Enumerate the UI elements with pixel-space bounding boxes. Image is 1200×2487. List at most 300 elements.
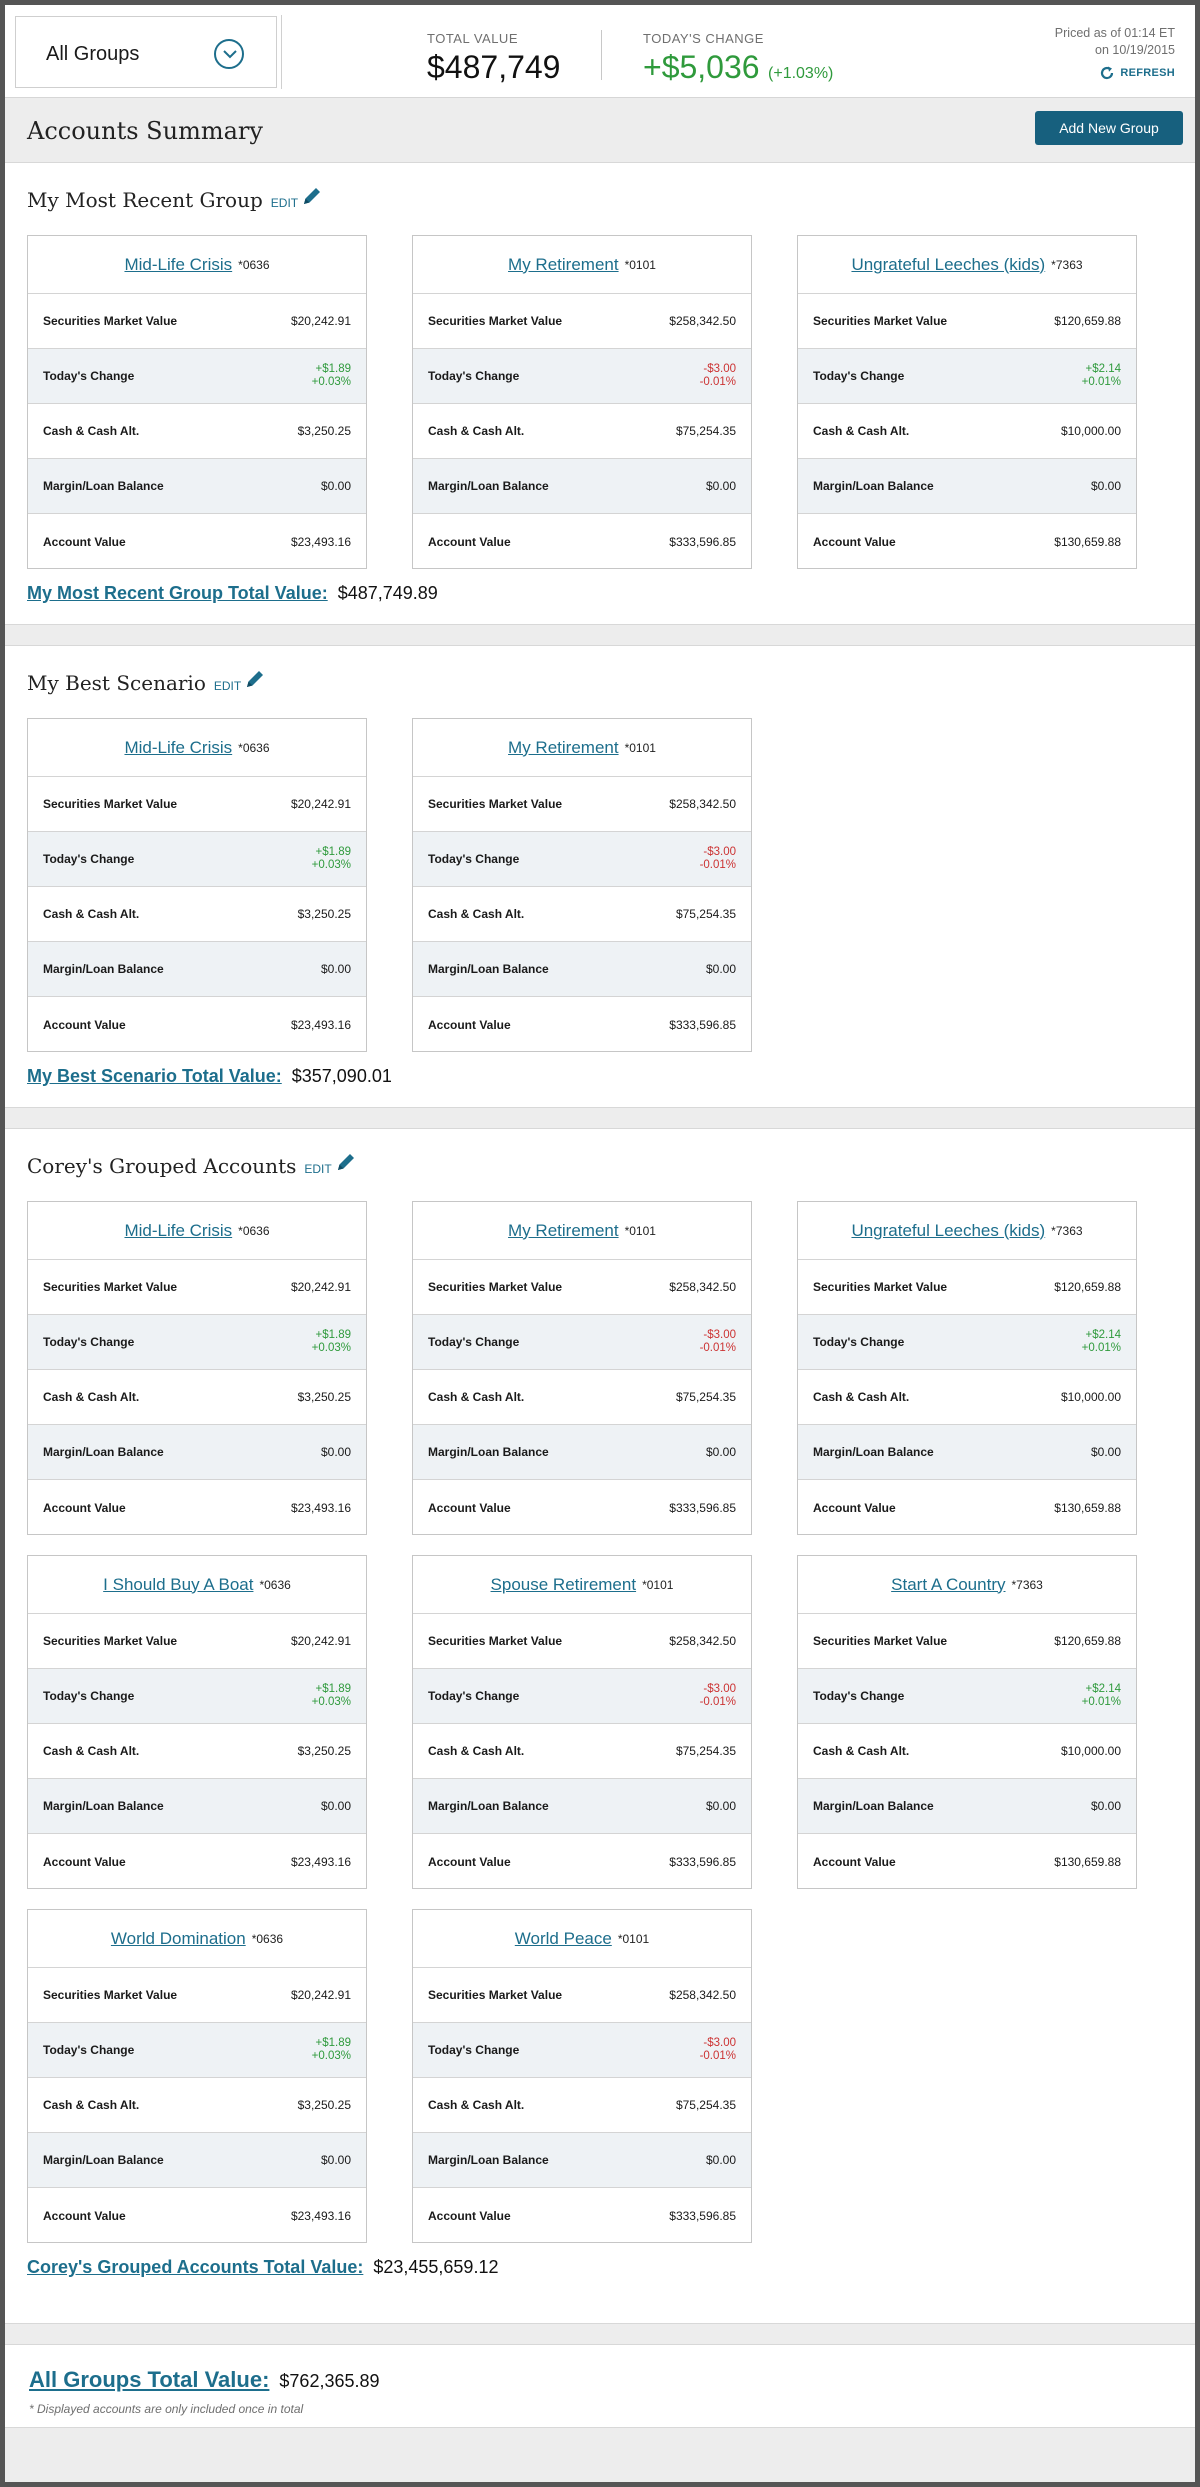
account-card: [412, 1555, 752, 1889]
row-label: Cash & Cash Alt.: [43, 1390, 140, 1404]
account-name-link[interactable]: Ungrateful Leeches (kids): [851, 1220, 1046, 1240]
row-label: Margin/Loan Balance: [43, 1799, 164, 1813]
row-label: Today's Change: [428, 1335, 520, 1349]
all-groups-total-value: $762,365.89: [279, 2371, 380, 2391]
page-title: Accounts Summary: [27, 117, 263, 145]
row-label: Margin/Loan Balance: [813, 1445, 934, 1459]
account-card-header: [798, 236, 1136, 294]
margin-value: $0.00: [1090, 479, 1121, 493]
change-percent: +0.03%: [311, 376, 351, 388]
row-label: Today's Change: [428, 852, 520, 866]
account-name-link[interactable]: Mid-Life Crisis: [124, 254, 233, 274]
group-total: [27, 1066, 392, 1087]
margin-value: $0.00: [320, 962, 351, 976]
account-name-link[interactable]: My Retirement: [508, 737, 619, 757]
account-row-change: [413, 1669, 751, 1724]
account-row-account: [413, 997, 751, 1052]
group-title: [27, 1153, 357, 1178]
account-value: $23,493.16: [290, 534, 351, 549]
account-row-cash: [28, 404, 366, 459]
row-label: Account Value: [428, 1500, 511, 1515]
account-number: *0101: [624, 257, 656, 272]
account-row-account: [413, 514, 751, 569]
margin-value: $0.00: [705, 1799, 736, 1813]
account-row-cash: [413, 887, 751, 942]
account-card: [797, 1201, 1137, 1535]
account-row-change: [28, 1315, 366, 1370]
group-title: [27, 187, 323, 212]
cash-value: $10,000.00: [1060, 1390, 1121, 1404]
group-total-link[interactable]: My Best Scenario Total Value:: [27, 1066, 282, 1086]
account-number: *0636: [238, 1223, 270, 1238]
account-row-cash: [28, 2078, 366, 2133]
change-amount: -$3.00: [703, 363, 736, 375]
change-amount: +$1.89: [315, 1683, 351, 1695]
row-label: Account Value: [43, 2208, 126, 2223]
account-card: [797, 235, 1137, 569]
account-row-change: [798, 1315, 1136, 1370]
account-number: *0636: [259, 1577, 291, 1592]
row-label: Margin/Loan Balance: [43, 1445, 164, 1459]
account-row-cash: [413, 1724, 751, 1779]
row-label: Account Value: [43, 534, 126, 549]
margin-value: $0.00: [1090, 1445, 1121, 1459]
account-row-change: [798, 349, 1136, 404]
row-label: Today's Change: [813, 1689, 905, 1703]
row-label: Margin/Loan Balance: [428, 1445, 549, 1459]
account-row-securities: [413, 777, 751, 832]
row-label: Account Value: [428, 1854, 511, 1869]
account-name-link[interactable]: My Retirement: [508, 1220, 619, 1240]
account-row-margin: [798, 1425, 1136, 1480]
account-card: [27, 718, 367, 1052]
todays-change-value: [312, 1683, 351, 1709]
account-value: $333,596.85: [669, 2208, 736, 2223]
change-percent: +0.03%: [311, 1342, 351, 1354]
account-number: *0101: [642, 1577, 674, 1592]
change-amount: -$3.00: [703, 846, 736, 858]
todays-change-caption: TODAY'S CHANGE: [643, 31, 764, 46]
row-label: Cash & Cash Alt.: [813, 1390, 910, 1404]
margin-value: $0.00: [705, 2153, 736, 2167]
margin-value: $0.00: [320, 479, 351, 493]
row-label: Securities Market Value: [43, 1634, 178, 1648]
account-row-securities: [28, 294, 366, 349]
change-amount: +$1.89: [315, 363, 351, 375]
change-percent: -0.01%: [699, 859, 736, 871]
account-group: [5, 162, 1195, 625]
row-label: Today's Change: [428, 369, 520, 383]
account-card: [412, 718, 752, 1052]
todays-change-amount: +$5,036: [643, 49, 760, 85]
account-name-link[interactable]: World Domination: [110, 1928, 246, 1948]
account-row-margin: [28, 459, 366, 514]
account-row-margin: [798, 459, 1136, 514]
pencil-icon[interactable]: [301, 185, 323, 212]
row-label: Securities Market Value: [428, 797, 563, 811]
row-label: Margin/Loan Balance: [813, 479, 934, 493]
account-row-cash: [28, 887, 366, 942]
todays-change-value: [700, 2037, 736, 2063]
account-row-margin: [413, 1425, 751, 1480]
row-label: Account Value: [813, 534, 896, 549]
account-card: [27, 1909, 367, 2243]
account-value: $23,493.16: [290, 2208, 351, 2223]
refresh-link[interactable]: [1099, 65, 1175, 81]
account-row-account: [798, 1834, 1136, 1889]
chevron-down-icon[interactable]: [214, 39, 244, 69]
account-row-change: [413, 2023, 751, 2078]
account-name-link[interactable]: Start A Country: [891, 1574, 1006, 1594]
account-row-change: [28, 2023, 366, 2078]
account-number: *7363: [1051, 257, 1083, 272]
group-name: My Best Scenario: [27, 670, 206, 695]
cash-value: $75,254.35: [675, 2098, 736, 2112]
change-percent: -0.01%: [699, 1696, 736, 1708]
account-row-account: [28, 2188, 366, 2243]
todays-change-value: [312, 2037, 351, 2063]
edit-group-link[interactable]: EDIT: [213, 678, 242, 693]
account-card-header: [798, 1202, 1136, 1260]
row-label: Securities Market Value: [813, 1280, 948, 1294]
account-number: *7363: [1051, 1223, 1083, 1238]
account-row-margin: [798, 1779, 1136, 1834]
account-card-header: [413, 1910, 751, 1968]
top-summary-bar: [5, 5, 1195, 98]
account-row-cash: [798, 1724, 1136, 1779]
account-row-change: [413, 832, 751, 887]
account-number: *0636: [238, 740, 270, 755]
account-row-cash: [413, 2078, 751, 2133]
account-row-change: [413, 1315, 751, 1370]
todays-change-value: [700, 1329, 736, 1355]
account-row-securities: [28, 777, 366, 832]
margin-value: $0.00: [320, 1799, 351, 1813]
row-label: Cash & Cash Alt.: [813, 424, 910, 438]
account-row-account: [413, 2188, 751, 2243]
row-label: Margin/Loan Balance: [43, 2153, 164, 2167]
account-card-header: [28, 1910, 366, 1968]
account-card-header: [28, 1202, 366, 1260]
todays-change-value: [700, 1683, 736, 1709]
securities-value: $20,242.91: [290, 797, 351, 811]
row-label: Account Value: [428, 2208, 511, 2223]
group-total-value: $357,090.01: [291, 1066, 392, 1086]
row-label: Account Value: [428, 1017, 511, 1032]
account-card-header: [28, 236, 366, 294]
row-label: Securities Market Value: [43, 314, 178, 328]
account-row-account: [28, 514, 366, 569]
change-amount: -$3.00: [703, 1329, 736, 1341]
account-row-account: [28, 1834, 366, 1889]
divider: [281, 15, 282, 89]
margin-value: $0.00: [705, 1445, 736, 1459]
account-row-change: [28, 349, 366, 404]
account-row-margin: [413, 1779, 751, 1834]
account-row-change: [413, 349, 751, 404]
account-row-securities: [413, 1968, 751, 2023]
row-label: Account Value: [813, 1500, 896, 1515]
all-groups-total-link[interactable]: All Groups Total Value:: [29, 2367, 270, 2392]
account-value: $333,596.85: [669, 534, 736, 549]
account-value: $130,659.88: [1054, 1500, 1121, 1515]
account-card: [412, 1909, 752, 2243]
row-label: Today's Change: [813, 369, 905, 383]
account-name-link[interactable]: World Peace: [514, 1928, 612, 1948]
row-label: Cash & Cash Alt.: [43, 1744, 140, 1758]
todays-change-summary: [643, 31, 833, 86]
cash-value: $3,250.25: [297, 907, 351, 921]
account-row-account: [798, 514, 1136, 569]
cash-value: $75,254.35: [675, 1390, 736, 1404]
securities-value: $120,659.88: [1054, 1280, 1121, 1294]
priced-as-timestamp: [1055, 25, 1175, 59]
account-row-account: [28, 1480, 366, 1535]
account-row-margin: [28, 1425, 366, 1480]
cash-value: $3,250.25: [297, 424, 351, 438]
account-group: [5, 645, 1195, 1108]
account-row-cash: [798, 404, 1136, 459]
refresh-label: REFRESH: [1120, 67, 1175, 79]
row-label: Account Value: [813, 1854, 896, 1869]
account-name-link[interactable]: My Retirement: [508, 254, 619, 274]
row-label: Margin/Loan Balance: [428, 962, 549, 976]
change-percent: +0.03%: [311, 2050, 351, 2062]
todays-change-value: [1082, 1683, 1121, 1709]
row-label: Today's Change: [43, 1689, 135, 1703]
securities-value: $20,242.91: [290, 1634, 351, 1648]
todays-change-value: [1082, 363, 1121, 389]
total-value-amount: $487,749: [427, 49, 561, 85]
row-label: Cash & Cash Alt.: [428, 2098, 525, 2112]
todays-change-value: [700, 846, 736, 872]
securities-value: $258,342.50: [669, 1634, 736, 1648]
account-value: $130,659.88: [1054, 534, 1121, 549]
row-label: Today's Change: [43, 2043, 135, 2057]
cash-value: $75,254.35: [675, 1744, 736, 1758]
row-label: Account Value: [43, 1500, 126, 1515]
account-value: $130,659.88: [1054, 1854, 1121, 1869]
change-percent: -0.01%: [699, 1342, 736, 1354]
todays-change-percent: (+1.03%): [768, 65, 834, 82]
account-row-change: [798, 1669, 1136, 1724]
row-label: Account Value: [43, 1017, 126, 1032]
all-groups-total: [5, 2344, 1195, 2428]
account-row-cash: [413, 1370, 751, 1425]
row-label: Securities Market Value: [43, 1988, 178, 2002]
account-card-header: [413, 1202, 751, 1260]
account-card-header: [413, 1556, 751, 1614]
cash-value: $10,000.00: [1060, 1744, 1121, 1758]
row-label: Cash & Cash Alt.: [428, 424, 525, 438]
account-row-securities: [798, 294, 1136, 349]
account-value: $23,493.16: [290, 1500, 351, 1515]
account-name-link[interactable]: I Should Buy A Boat: [103, 1574, 254, 1594]
securities-value: $120,659.88: [1054, 314, 1121, 328]
change-percent: +0.03%: [311, 859, 351, 871]
divider: [601, 30, 602, 80]
account-card: [412, 235, 752, 569]
account-card-header: [413, 719, 751, 777]
change-amount: +$1.89: [315, 1329, 351, 1341]
account-row-change: [28, 832, 366, 887]
account-group: [5, 1128, 1195, 2324]
cash-value: $10,000.00: [1060, 424, 1121, 438]
pencil-icon[interactable]: [244, 668, 266, 695]
row-label: Today's Change: [428, 2043, 520, 2057]
account-row-account: [28, 997, 366, 1052]
account-row-margin: [28, 2133, 366, 2188]
group-total-value: $487,749.89: [337, 583, 438, 603]
row-label: Cash & Cash Alt.: [428, 907, 525, 921]
account-row-account: [413, 1480, 751, 1535]
margin-value: $0.00: [320, 2153, 351, 2167]
margin-value: $0.00: [320, 1445, 351, 1459]
row-label: Cash & Cash Alt.: [428, 1390, 525, 1404]
row-label: Cash & Cash Alt.: [43, 2098, 140, 2112]
account-card: [27, 1201, 367, 1535]
account-row-securities: [413, 294, 751, 349]
account-card: [27, 235, 367, 569]
group-name: Corey's Grouped Accounts: [27, 1153, 297, 1178]
account-number: *0101: [624, 740, 656, 755]
account-name-link[interactable]: Mid-Life Crisis: [124, 1220, 233, 1240]
row-label: Securities Market Value: [428, 1988, 563, 2002]
row-label: Cash & Cash Alt.: [428, 1744, 525, 1758]
row-label: Today's Change: [43, 852, 135, 866]
change-amount: +$2.14: [1085, 363, 1121, 375]
group-select-dropdown[interactable]: [15, 16, 277, 88]
margin-value: $0.00: [1090, 1799, 1121, 1813]
row-label: Margin/Loan Balance: [428, 2153, 549, 2167]
todays-change-value: [1082, 1329, 1121, 1355]
row-label: Margin/Loan Balance: [428, 1799, 549, 1813]
row-label: Today's Change: [43, 369, 135, 383]
change-amount: -$3.00: [703, 1683, 736, 1695]
row-label: Cash & Cash Alt.: [43, 907, 140, 921]
account-number: *0636: [238, 257, 270, 272]
margin-value: $0.00: [705, 479, 736, 493]
account-value: $23,493.16: [290, 1854, 351, 1869]
change-percent: +0.01%: [1081, 376, 1121, 388]
account-row-account: [798, 1480, 1136, 1535]
account-row-securities: [413, 1614, 751, 1669]
edit-group-link[interactable]: EDIT: [304, 1161, 332, 1176]
account-row-margin: [413, 2133, 751, 2188]
change-amount: +$2.14: [1085, 1329, 1121, 1341]
row-label: Securities Market Value: [428, 314, 563, 328]
change-amount: +$1.89: [315, 846, 351, 858]
account-row-securities: [798, 1614, 1136, 1669]
account-value: $333,596.85: [669, 1500, 736, 1515]
securities-value: $258,342.50: [669, 797, 736, 811]
change-percent: +0.01%: [1081, 1342, 1121, 1354]
row-label: Cash & Cash Alt.: [813, 1744, 910, 1758]
securities-value: $258,342.50: [669, 1280, 736, 1294]
todays-change-value: [312, 1329, 351, 1355]
group-total: [27, 583, 438, 604]
account-card-header: [28, 1556, 366, 1614]
group-total-link[interactable]: My Most Recent Group Total Value:: [27, 583, 328, 603]
change-percent: -0.01%: [699, 2050, 736, 2062]
cash-value: $75,254.35: [675, 907, 736, 921]
account-row-securities: [28, 1968, 366, 2023]
group-total: [27, 2257, 498, 2278]
row-label: Account Value: [43, 1854, 126, 1869]
priced-as-line: Priced as of 01:14 ET: [1054, 26, 1175, 40]
change-amount: -$3.00: [703, 2037, 736, 2049]
securities-value: $20,242.91: [290, 1988, 351, 2002]
pencil-icon[interactable]: [335, 1151, 357, 1178]
account-row-cash: [28, 1724, 366, 1779]
row-label: Securities Market Value: [813, 314, 948, 328]
account-card: [412, 1201, 752, 1535]
edit-group-link[interactable]: EDIT: [270, 195, 299, 210]
todays-change-value: [312, 363, 351, 389]
account-card: [27, 1555, 367, 1889]
account-name-link[interactable]: Spouse Retirement: [490, 1574, 637, 1594]
account-number: *0101: [617, 1931, 650, 1946]
account-card-header: [798, 1556, 1136, 1614]
priced-as-date: on 10/19/2015: [1095, 43, 1175, 57]
change-amount: +$1.89: [315, 2037, 351, 2049]
total-value-caption: TOTAL VALUE: [427, 31, 518, 46]
cash-value: $3,250.25: [297, 1744, 351, 1758]
account-row-margin: [413, 942, 751, 997]
account-row-cash: [798, 1370, 1136, 1425]
add-new-group-button[interactable]: Add New Group: [1035, 111, 1183, 145]
row-label: Margin/Loan Balance: [43, 479, 164, 493]
change-percent: -0.01%: [699, 376, 736, 388]
change-amount: +$2.14: [1085, 1683, 1121, 1695]
row-label: Today's Change: [428, 1689, 520, 1703]
refresh-icon: [1099, 65, 1115, 81]
row-label: Securities Market Value: [428, 1634, 563, 1648]
account-name-link[interactable]: Mid-Life Crisis: [124, 737, 233, 757]
row-label: Cash & Cash Alt.: [43, 424, 140, 438]
row-label: Account Value: [428, 534, 511, 549]
account-row-margin: [28, 942, 366, 997]
group-name: My Most Recent Group: [27, 187, 263, 212]
securities-value: $258,342.50: [669, 1988, 736, 2002]
group-total-link[interactable]: Corey's Grouped Accounts Total Value:: [27, 2257, 364, 2277]
group-total-value: $23,455,659.12: [373, 2257, 499, 2277]
account-value: $23,493.16: [290, 1017, 351, 1032]
group-select-label: All Groups: [46, 43, 140, 65]
row-label: Today's Change: [813, 1335, 905, 1349]
account-number: *7363: [1011, 1577, 1043, 1592]
securities-value: $258,342.50: [669, 314, 736, 328]
cash-value: $3,250.25: [297, 2098, 351, 2112]
group-title: [27, 670, 266, 695]
account-row-securities: [798, 1260, 1136, 1315]
account-value: $333,596.85: [669, 1854, 736, 1869]
account-card: [797, 1555, 1137, 1889]
account-row-securities: [413, 1260, 751, 1315]
account-card-header: [413, 236, 751, 294]
account-row-securities: [28, 1614, 366, 1669]
account-name-link[interactable]: Ungrateful Leeches (kids): [851, 254, 1046, 274]
margin-value: $0.00: [705, 962, 736, 976]
row-label: Securities Market Value: [43, 1280, 178, 1294]
row-label: Securities Market Value: [43, 797, 178, 811]
cash-value: $75,254.35: [675, 424, 736, 438]
cash-value: $3,250.25: [297, 1390, 351, 1404]
account-row-cash: [28, 1370, 366, 1425]
row-label: Securities Market Value: [813, 1634, 948, 1648]
account-number: *0636: [251, 1931, 284, 1946]
account-row-margin: [413, 459, 751, 514]
